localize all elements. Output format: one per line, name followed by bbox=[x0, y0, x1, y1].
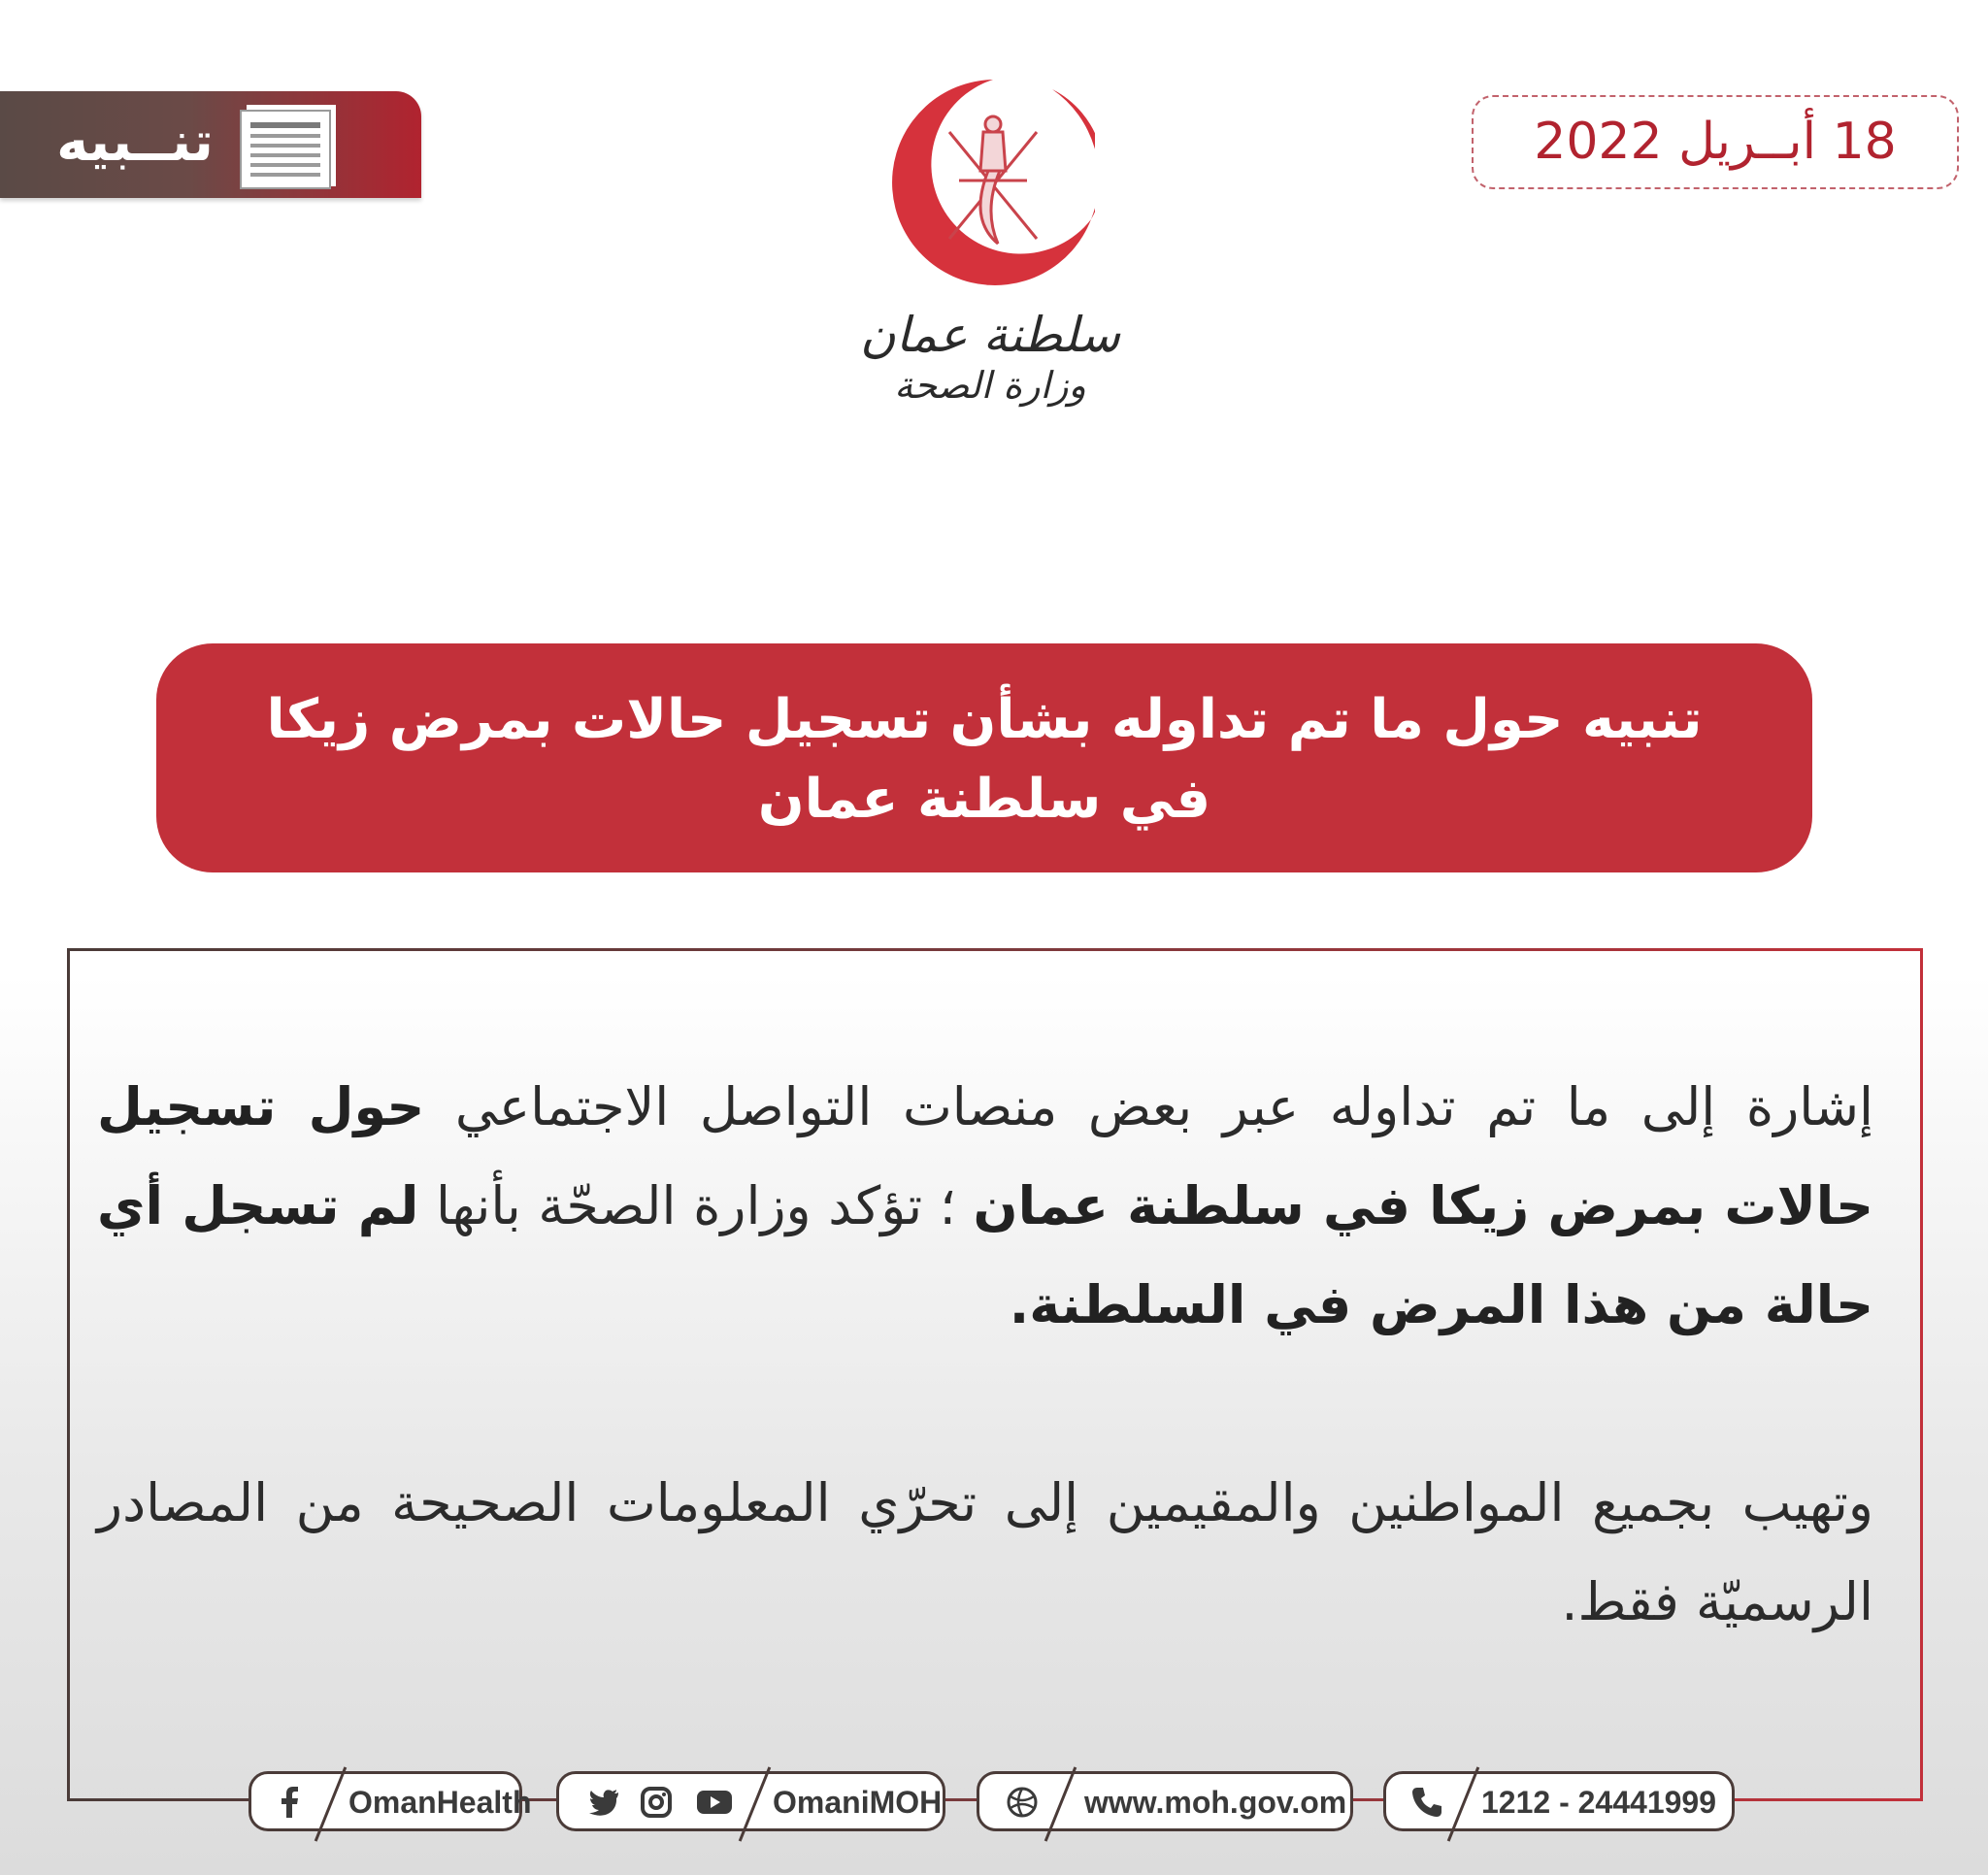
frame-border-right bbox=[1920, 948, 1923, 1800]
facebook-icon bbox=[273, 1785, 308, 1825]
newspaper-icon bbox=[237, 101, 344, 194]
body-bold-1: حول تسجيل حالات بمرض زيكا في سلطنة عمان bbox=[97, 1076, 1873, 1236]
page-title: تنبيه حول ما تم تداوله بشأن تسجيل حالات بمرض زيكا في سلطنة عمان bbox=[266, 688, 1703, 831]
date-text: 18 أبــريل 2022 bbox=[1534, 113, 1897, 171]
body-text-1: إشارة إلى ما تم تداوله عبر بعض منصات التواصل الاجتماعي bbox=[424, 1076, 1873, 1137]
title-banner bbox=[156, 643, 1812, 872]
social-link[interactable] bbox=[556, 1771, 945, 1831]
divider bbox=[739, 1766, 771, 1841]
globe-icon bbox=[1005, 1785, 1040, 1825]
facebook-handle: OmanHealth bbox=[348, 1785, 532, 1820]
twitter-icon bbox=[586, 1785, 621, 1825]
ministry-name bbox=[825, 307, 1155, 408]
frame-border-left bbox=[67, 948, 70, 1800]
facebook-link[interactable] bbox=[248, 1771, 532, 1831]
social-handle: OmaniMOH bbox=[773, 1785, 943, 1820]
phone-icon bbox=[1409, 1785, 1444, 1825]
phone-link[interactable] bbox=[1383, 1771, 1735, 1831]
body-bold-2: لم تسجل أي حالة من هذا المرض في السلطنة bbox=[97, 1175, 1873, 1335]
paragraph-2: وتهيب بجميع المواطنين والمقيمين إلى تحرّي المعلومات الصحيحة من المصادر الرسميّة فقط. bbox=[97, 1472, 1873, 1632]
youtube-icon bbox=[695, 1785, 734, 1825]
website-url: www.moh.gov.om bbox=[1084, 1785, 1347, 1820]
sultanate-name: سلطنة عمان bbox=[860, 307, 1120, 363]
announcement-body bbox=[97, 1058, 1873, 1652]
paragraph-1 bbox=[97, 1058, 1873, 1355]
body-text-2: ؛ تؤكد وزارة الصحّة بأنها bbox=[418, 1175, 974, 1236]
ministry-emblem bbox=[891, 74, 1095, 301]
ministry-label: وزارة الصحة bbox=[894, 364, 1086, 407]
divider bbox=[315, 1766, 347, 1841]
instagram-icon bbox=[639, 1785, 674, 1825]
date-badge bbox=[1472, 95, 1959, 189]
alert-tab bbox=[0, 91, 421, 198]
divider bbox=[1447, 1766, 1479, 1841]
frame-border-top bbox=[67, 948, 1923, 951]
divider bbox=[1044, 1766, 1077, 1841]
body-end-mark: . bbox=[1009, 1274, 1030, 1335]
website-link[interactable] bbox=[977, 1771, 1353, 1831]
alert-label: تنــبيه bbox=[56, 111, 214, 174]
phone-number: 1212 - 24441999 bbox=[1481, 1785, 1716, 1820]
